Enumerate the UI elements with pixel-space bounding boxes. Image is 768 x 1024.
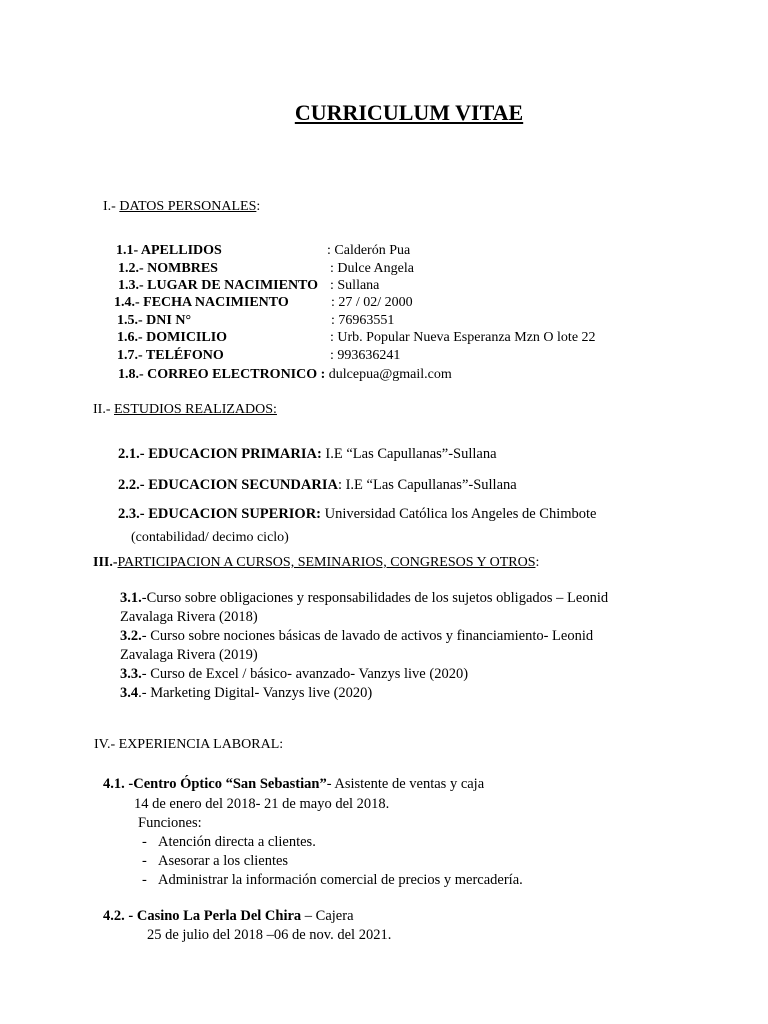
section-title: PARTICIPACION A CURSOS, SEMINARIOS, CONGRESOS Y OTROS: [117, 555, 536, 570]
section-heading-experience: [94, 737, 283, 753]
course-number: 3.3.: [120, 666, 142, 682]
job-function-item: [142, 834, 316, 850]
personal-value: : Sullana: [330, 278, 380, 293]
job-function-item: [142, 853, 289, 869]
job-role: – Cajera: [304, 908, 354, 924]
section-heading-studies: [93, 402, 277, 418]
personal-value: : 76963551: [331, 313, 395, 328]
personal-label: 1.2.- NOMBRES: [118, 261, 218, 276]
course-number: 3.2.: [120, 628, 142, 644]
job-number: 4.2. -: [103, 908, 134, 924]
bullet-dash: -: [142, 834, 147, 850]
study-row: [118, 477, 517, 493]
study-note: (contabilidad/ decimo ciclo): [131, 530, 289, 545]
personal-value: : 993636241: [330, 348, 401, 363]
personal-value: dulcepua@gmail.com: [328, 367, 452, 382]
personal-label: 1.8.- CORREO ELECTRONICO :: [118, 367, 326, 382]
section-colon: :: [535, 555, 540, 570]
personal-value: : 27 / 02/ 2000: [331, 295, 413, 310]
personal-value: : Dulce Angela: [330, 261, 414, 276]
course-number: 3.4: [120, 685, 139, 701]
job-function-text: Asesorar a los clientes: [158, 853, 289, 869]
job-role: - Asistente de ventas y caja: [326, 776, 485, 792]
course-item: [120, 590, 608, 606]
course-text-cont: Zavalaga Rivera (2019): [120, 647, 258, 663]
course-item: [120, 628, 593, 644]
personal-label: 1.7.- TELÉFONO: [117, 348, 224, 363]
personal-label: 1.3.- LUGAR DE NACIMIENTO: [118, 278, 319, 293]
section-number: III.-: [93, 555, 118, 570]
job-dates: 14 de enero del 2018- 21 de mayo del 2018.: [134, 796, 390, 812]
job-function-text: Administrar la información comercial de precios y mercadería.: [158, 872, 523, 888]
course-item: [120, 685, 372, 701]
personal-label: 1.4.- FECHA NACIMIENTO: [114, 295, 289, 310]
study-row: [118, 446, 497, 462]
section-title: ESTUDIOS REALIZADOS:: [114, 402, 277, 417]
personal-value: : Calderón Pua: [327, 243, 411, 258]
job-company: Centro Óptico “San Sebastian”: [133, 776, 327, 792]
personal-label: 1.6.- DOMICILIO: [117, 330, 228, 345]
study-label: 2.3.- EDUCACION SUPERIOR:: [118, 506, 322, 522]
page-title: CURRICULUM VITAE: [294, 100, 524, 125]
course-text-cont: Zavalaga Rivera (2018): [120, 609, 258, 625]
job-function-item: [142, 872, 523, 888]
course-text: .- Marketing Digital- Vanzys live (2020): [138, 685, 373, 701]
study-value: : I.E “Las Capullanas”-Sullana: [337, 477, 517, 493]
personal-label: 1.1- APELLIDOS: [116, 243, 222, 258]
section-number: I.-: [103, 199, 116, 214]
course-number: 3.1.: [120, 590, 142, 606]
study-label: 2.2.- EDUCACION SECUNDARIA: [118, 477, 338, 493]
job-function-text: Atención directa a clientes.: [158, 834, 316, 850]
bullet-dash: -: [142, 872, 147, 888]
section-title: DATOS PERSONALES: [119, 199, 257, 214]
study-row: [118, 506, 596, 522]
section-heading-personal: [103, 199, 260, 215]
course-item: [120, 666, 468, 682]
course-text: -Curso sobre obligaciones y responsabilidades de los sujetos obligados – Leonid: [141, 590, 609, 606]
study-label: 2.1.- EDUCACION PRIMARIA:: [118, 446, 322, 462]
section-colon: :: [256, 199, 261, 214]
section-heading-courses: [93, 555, 539, 571]
bullet-dash: -: [142, 853, 147, 869]
job-company: Casino La Perla Del Chira: [136, 908, 302, 924]
personal-value: : Urb. Popular Nueva Esperanza Mzn O lote 22: [330, 330, 596, 345]
personal-email-row: [118, 367, 452, 383]
job-functions-label: Funciones:: [138, 815, 202, 831]
job-dates: 25 de julio del 2018 –06 de nov. del 2021.: [147, 927, 392, 943]
job-number: 4.1. -: [103, 776, 134, 792]
section-number: II.-: [93, 402, 111, 417]
personal-label: 1.5.- DNI N°: [117, 313, 192, 328]
study-value: I.E “Las Capullanas”-Sullana: [325, 446, 497, 462]
job-heading: [103, 908, 354, 924]
section-colon: :: [279, 737, 284, 752]
section-title: EXPERIENCIA LABORAL: [118, 737, 280, 752]
course-text: - Curso de Excel / básico- avanzado- Vanzys live (2020): [141, 666, 469, 682]
course-text: - Curso sobre nociones básicas de lavado de activos y financiamiento- Leonid: [141, 628, 594, 644]
section-number: IV.-: [94, 737, 116, 752]
job-heading: [103, 776, 484, 792]
study-value: Universidad Católica los Angeles de Chimbote: [324, 506, 597, 522]
